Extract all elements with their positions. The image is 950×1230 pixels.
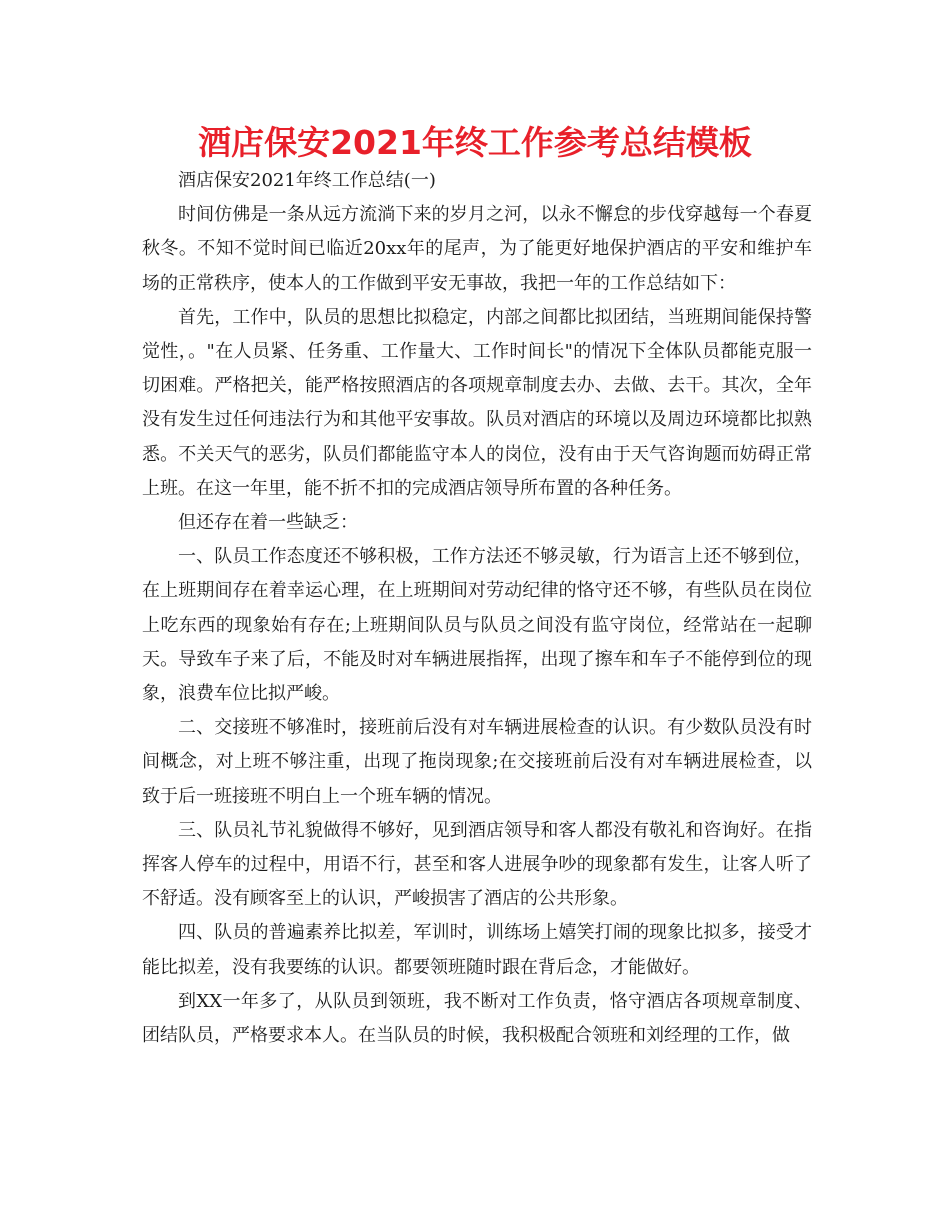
document-title: 酒店保安2021年终工作参考总结模板 xyxy=(198,123,752,162)
document-body xyxy=(142,164,812,1053)
paragraph: 到XX一年多了，从队员到领班，我不断对工作负责，恪守酒店各项规章制度、团结队员，严格要求本人。在当队员的时候，我积极配合领班和刘经理的工作，做 xyxy=(142,990,812,1047)
paragraph: 二、交接班不够准时，接班前后没有对车辆进展检查的认识。有少数队员没有时间概念，对上班不够注重，出现了拖岗现象;在交接班前后没有对车辆进展检查，以致于后一班接班不明白上一个班车辆的情况。 xyxy=(142,717,812,807)
paragraph: 但还存在着一些缺乏： xyxy=(178,512,358,534)
paragraph: 一、队员工作态度还不够积极，工作方法还不够灵敏，行为语言上还不够到位，在上班期间存在着幸运心理，在上班期间对劳动纪律的恪守还不够，有些队员在岗位上吃东西的现象始有存在;上班期间队员与队员之间没有监守岗位，经常站在一起聊天。导致车子来了后，不能及时对车辆进展指挥，出现了擦车和车子不能停到位的现象，浪费车位比拟严峻。 xyxy=(142,546,812,705)
paragraph: 时间仿佛是一条从远方流淌下来的岁月之河，以永不懈怠的步伐穿越每一个春夏秋冬。不知不觉时间已临近20xx年的尾声，为了能更好地保护酒店的平安和维护车场的正常秩序，使本人的工作做到平安无事故，我把一年的工作总结如下： xyxy=(142,204,812,294)
paragraph: 四、队员的普遍素养比拟差，军训时，训练场上嬉笑打闹的现象比拟多，接受才能比拟差，没有我要练的认识。都要领班随时跟在背后念，才能做好。 xyxy=(142,922,812,978)
section-heading: 酒店保安2021年终工作总结(一) xyxy=(178,170,436,191)
paragraph: 三、队员礼节礼貌做得不够好，见到酒店领导和客人都没有敬礼和咨询好。在指挥客人停车的过程中，用语不行，甚至和客人进展争吵的现象都有发生，让客人听了不舒适。没有顾客至上的认识，严峻损害了酒店的公共形象。 xyxy=(142,819,812,910)
paragraph: 首先，工作中，队员的思想比拟稳定，内部之间都比拟团结，当班期间能保持警觉性，。"在人员紧、任务重、工作量大、工作时间长"的情况下全体队员都能克服一切困难。严格把关，能严格按照酒店的各项规章制度去办、去做、去干。其次，全年没有发生过任何违法行为和其他平安事故。队员对酒店的环境以及周边环境都比拟熟悉。不关天气的恶劣，队员们都能监守本人的岗位，没有由于天气咨询题而妨碍正常上班。在这一年里，能不折不扣的完成酒店领导所布置的各种任务。 xyxy=(142,306,812,499)
